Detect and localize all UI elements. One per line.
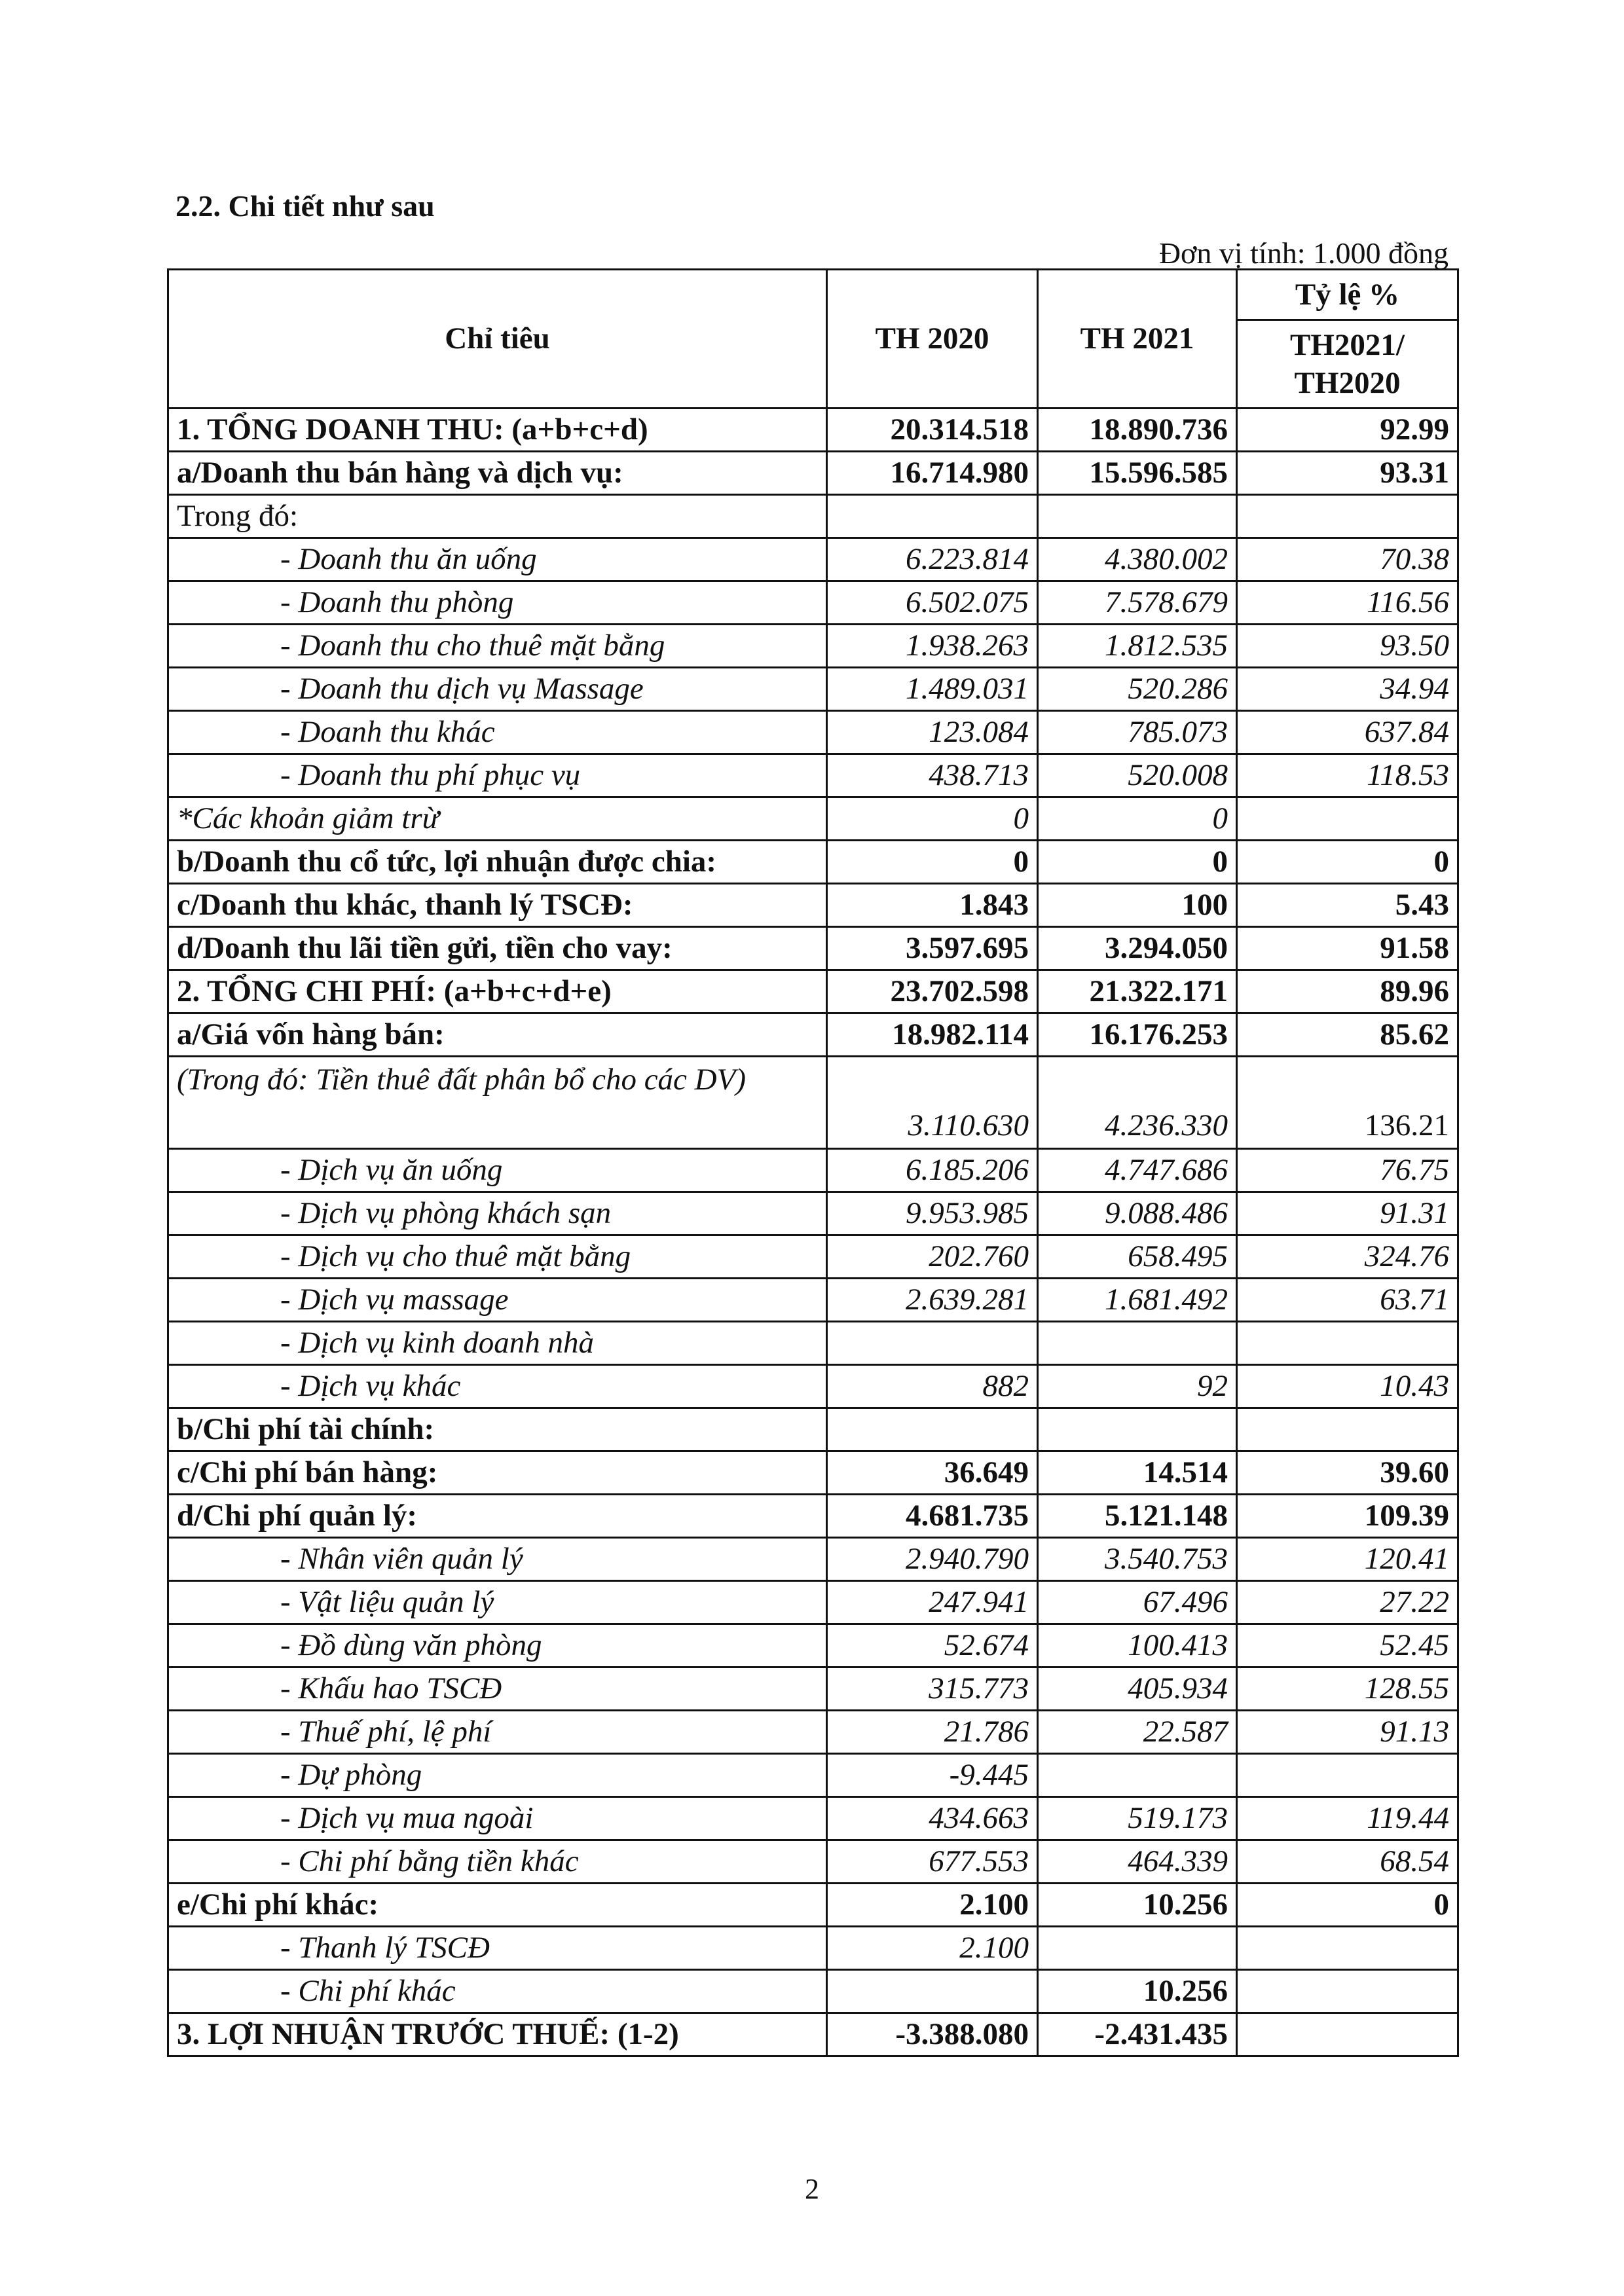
cell-th2020 <box>827 495 1038 538</box>
cell-th2020: 1.938.263 <box>827 625 1038 668</box>
cell-ratio: 10.43 <box>1237 1365 1458 1408</box>
revenue-expense-table <box>167 268 1459 2057</box>
cell-th2021 <box>1038 1408 1237 1451</box>
cell-th2021: 92 <box>1038 1365 1237 1408</box>
row-label: - Đồ dùng văn phòng <box>168 1624 827 1667</box>
cell-th2021: 15.596.585 <box>1038 452 1237 495</box>
table-row <box>168 1408 1458 1451</box>
cell-ratio: 5.43 <box>1237 884 1458 927</box>
cell-th2020: 23.702.598 <box>827 970 1038 1013</box>
cell-th2020: 2.940.790 <box>827 1538 1038 1581</box>
cell-ratio <box>1237 1754 1458 1797</box>
table-row <box>168 1192 1458 1235</box>
cell-th2021: 21.322.171 <box>1038 970 1237 1013</box>
cell-ratio: 91.31 <box>1237 1192 1458 1235</box>
cell-th2020: 6.502.075 <box>827 581 1038 625</box>
cell-th2020 <box>827 1408 1038 1451</box>
cell-th2021: 7.578.679 <box>1038 581 1237 625</box>
row-label: 2. TỔNG CHI PHÍ: (a+b+c+d+e) <box>168 970 827 1013</box>
row-label: - Doanh thu khác <box>168 711 827 754</box>
cell-ratio <box>1237 797 1458 841</box>
row-label: - Doanh thu ăn uống <box>168 538 827 581</box>
cell-ratio: 324.76 <box>1237 1235 1458 1279</box>
cell-th2021: 16.176.253 <box>1038 1013 1237 1057</box>
cell-th2020: 2.100 <box>827 1927 1038 1970</box>
cell-th2020: 2.100 <box>827 1884 1038 1927</box>
cell-th2020 <box>827 1970 1038 2013</box>
row-label: (Trong đó: Tiền thuê đất phân bổ cho các DV) <box>168 1057 827 1149</box>
cell-th2021: 519.173 <box>1038 1797 1237 1840</box>
cell-th2020: 3.597.695 <box>827 927 1038 970</box>
table-row <box>168 970 1458 1013</box>
row-label: - Dịch vụ khác <box>168 1365 827 1408</box>
table-row <box>168 797 1458 841</box>
cell-th2021: 9.088.486 <box>1038 1192 1237 1235</box>
cell-ratio: 0 <box>1237 841 1458 884</box>
row-label: - Vật liệu quản lý <box>168 1581 827 1624</box>
cell-th2021: 0 <box>1038 797 1237 841</box>
cell-th2021: 785.073 <box>1038 711 1237 754</box>
cell-th2020: -3.388.080 <box>827 2013 1038 2056</box>
row-label: - Doanh thu phí phục vụ <box>168 754 827 797</box>
cell-th2020: 247.941 <box>827 1581 1038 1624</box>
row-label: - Dịch vụ kinh doanh nhà <box>168 1322 827 1365</box>
table-row <box>168 1581 1458 1624</box>
cell-th2020: 52.674 <box>827 1624 1038 1667</box>
row-label: c/Doanh thu khác, thanh lý TSCĐ: <box>168 884 827 927</box>
cell-th2021: 18.890.736 <box>1038 409 1237 452</box>
cell-ratio: 118.53 <box>1237 754 1458 797</box>
cell-ratio: 136.21 <box>1237 1057 1458 1149</box>
cell-ratio: 93.31 <box>1237 452 1458 495</box>
row-label: a/Giá vốn hàng bán: <box>168 1013 827 1057</box>
table-row <box>168 2013 1458 2056</box>
table-row <box>168 1538 1458 1581</box>
cell-th2021: 520.286 <box>1038 668 1237 711</box>
table-row <box>168 538 1458 581</box>
row-label: - Dịch vụ ăn uống <box>168 1149 827 1192</box>
table-row <box>168 1365 1458 1408</box>
cell-th2020 <box>827 1322 1038 1365</box>
row-label: d/Chi phí quản lý: <box>168 1495 827 1538</box>
table-row <box>168 1624 1458 1667</box>
cell-th2021: 464.339 <box>1038 1840 1237 1884</box>
cell-th2021: 3.540.753 <box>1038 1538 1237 1581</box>
table-row <box>168 1927 1458 1970</box>
table-row <box>168 841 1458 884</box>
cell-th2020: 1.489.031 <box>827 668 1038 711</box>
header-ratio: TH2021/ TH2020 <box>1237 320 1458 409</box>
cell-th2021: 67.496 <box>1038 1581 1237 1624</box>
row-label: 3. LỢI NHUẬN TRƯỚC THUẾ: (1-2) <box>168 2013 827 2056</box>
cell-th2021 <box>1038 495 1237 538</box>
cell-ratio: 109.39 <box>1237 1495 1458 1538</box>
cell-th2020: 123.084 <box>827 711 1038 754</box>
cell-th2020: 315.773 <box>827 1667 1038 1711</box>
cell-ratio: 63.71 <box>1237 1279 1458 1322</box>
header-indicator: Chỉ tiêu <box>168 270 827 409</box>
cell-th2020: 9.953.985 <box>827 1192 1038 1235</box>
table-row <box>168 1711 1458 1754</box>
cell-th2020: -9.445 <box>827 1754 1038 1797</box>
table-row <box>168 1495 1458 1538</box>
table-row <box>168 1754 1458 1797</box>
cell-th2020: 2.639.281 <box>827 1279 1038 1322</box>
table-row <box>168 625 1458 668</box>
cell-ratio: 52.45 <box>1237 1624 1458 1667</box>
cell-th2020: 6.185.206 <box>827 1149 1038 1192</box>
cell-th2020: 434.663 <box>827 1797 1038 1840</box>
cell-th2021: 22.587 <box>1038 1711 1237 1754</box>
table-body <box>168 409 1458 2056</box>
table-row <box>168 1840 1458 1884</box>
cell-th2021: 100 <box>1038 884 1237 927</box>
cell-ratio: 27.22 <box>1237 1581 1458 1624</box>
table-row <box>168 1884 1458 1927</box>
row-label: - Thuế phí, lệ phí <box>168 1711 827 1754</box>
cell-th2021: 5.121.148 <box>1038 1495 1237 1538</box>
cell-th2021: 4.747.686 <box>1038 1149 1237 1192</box>
section-title: 2.2. Chi tiết như sau <box>175 189 435 223</box>
row-label: - Dịch vụ mua ngoài <box>168 1797 827 1840</box>
row-label: 1. TỔNG DOANH THU: (a+b+c+d) <box>168 409 827 452</box>
cell-th2020: 21.786 <box>827 1711 1038 1754</box>
row-label: - Nhân viên quản lý <box>168 1538 827 1581</box>
cell-ratio <box>1237 495 1458 538</box>
table-row <box>168 1322 1458 1365</box>
table-row <box>168 495 1458 538</box>
table-row <box>168 711 1458 754</box>
row-label: a/Doanh thu bán hàng và dịch vụ: <box>168 452 827 495</box>
row-label: - Dịch vụ massage <box>168 1279 827 1322</box>
row-label: b/Doanh thu cổ tức, lợi nhuận được chia: <box>168 841 827 884</box>
table-row <box>168 1970 1458 2013</box>
cell-th2021: 10.256 <box>1038 1970 1237 2013</box>
table-row <box>168 1149 1458 1192</box>
table-row <box>168 452 1458 495</box>
cell-th2021 <box>1038 1322 1237 1365</box>
cell-th2020: 20.314.518 <box>827 409 1038 452</box>
cell-th2020: 18.982.114 <box>827 1013 1038 1057</box>
cell-th2021: -2.431.435 <box>1038 2013 1237 2056</box>
cell-th2021: 405.934 <box>1038 1667 1237 1711</box>
cell-ratio: 89.96 <box>1237 970 1458 1013</box>
table-row <box>168 1797 1458 1840</box>
row-label: - Doanh thu dịch vụ Massage <box>168 668 827 711</box>
row-label: c/Chi phí bán hàng: <box>168 1451 827 1495</box>
cell-th2021 <box>1038 1927 1237 1970</box>
table-row <box>168 884 1458 927</box>
row-label: - Dự phòng <box>168 1754 827 1797</box>
cell-th2021: 100.413 <box>1038 1624 1237 1667</box>
table-row <box>168 754 1458 797</box>
cell-ratio: 119.44 <box>1237 1797 1458 1840</box>
page-number: 2 <box>805 2173 819 2205</box>
cell-th2020: 6.223.814 <box>827 538 1038 581</box>
cell-ratio: 85.62 <box>1237 1013 1458 1057</box>
cell-th2020: 0 <box>827 841 1038 884</box>
cell-ratio <box>1237 1322 1458 1365</box>
table-row <box>168 1235 1458 1279</box>
table-row <box>168 581 1458 625</box>
table-row <box>168 1013 1458 1057</box>
cell-ratio: 39.60 <box>1237 1451 1458 1495</box>
cell-ratio: 0 <box>1237 1884 1458 1927</box>
row-label: b/Chi phí tài chính: <box>168 1408 827 1451</box>
header-th2021: TH 2021 <box>1038 270 1237 409</box>
cell-ratio: 120.41 <box>1237 1538 1458 1581</box>
row-label: - Chi phí bằng tiền khác <box>168 1840 827 1884</box>
cell-th2020: 202.760 <box>827 1235 1038 1279</box>
table-row <box>168 1057 1458 1149</box>
row-label: - Thanh lý TSCĐ <box>168 1927 827 1970</box>
cell-th2020: 438.713 <box>827 754 1038 797</box>
cell-th2020: 0 <box>827 797 1038 841</box>
unit-note: Đơn vị tính: 1.000 đồng <box>1158 236 1449 270</box>
row-label: - Doanh thu cho thuê mặt bằng <box>168 625 827 668</box>
cell-th2021: 1.812.535 <box>1038 625 1237 668</box>
header-ratio-group: Tỷ lệ % <box>1237 270 1458 320</box>
row-label: *Các khoản giảm trừ <box>168 797 827 841</box>
cell-th2021: 1.681.492 <box>1038 1279 1237 1322</box>
cell-ratio <box>1237 2013 1458 2056</box>
table-row <box>168 409 1458 452</box>
table-row <box>168 1451 1458 1495</box>
cell-th2021: 520.008 <box>1038 754 1237 797</box>
cell-ratio <box>1237 1970 1458 2013</box>
cell-ratio: 637.84 <box>1237 711 1458 754</box>
cell-th2020: 36.649 <box>827 1451 1038 1495</box>
row-label: - Doanh thu phòng <box>168 581 827 625</box>
cell-th2021: 0 <box>1038 841 1237 884</box>
cell-ratio: 91.13 <box>1237 1711 1458 1754</box>
cell-th2020: 4.681.735 <box>827 1495 1038 1538</box>
cell-ratio <box>1237 1927 1458 1970</box>
row-label: - Khấu hao TSCĐ <box>168 1667 827 1711</box>
cell-ratio: 128.55 <box>1237 1667 1458 1711</box>
cell-th2020: 677.553 <box>827 1840 1038 1884</box>
cell-th2021: 14.514 <box>1038 1451 1237 1495</box>
header-th2020: TH 2020 <box>827 270 1038 409</box>
row-label: - Chi phí khác <box>168 1970 827 2013</box>
cell-th2021: 4.236.330 <box>1038 1057 1237 1149</box>
cell-th2020: 3.110.630 <box>827 1057 1038 1149</box>
row-label: d/Doanh thu lãi tiền gửi, tiền cho vay: <box>168 927 827 970</box>
cell-th2020: 1.843 <box>827 884 1038 927</box>
cell-ratio: 93.50 <box>1237 625 1458 668</box>
table-row <box>168 668 1458 711</box>
table-row <box>168 1667 1458 1711</box>
cell-ratio: 68.54 <box>1237 1840 1458 1884</box>
cell-ratio <box>1237 1408 1458 1451</box>
cell-th2020: 882 <box>827 1365 1038 1408</box>
table-row <box>168 927 1458 970</box>
row-label: Trong đó: <box>168 495 827 538</box>
cell-ratio: 92.99 <box>1237 409 1458 452</box>
cell-ratio: 34.94 <box>1237 668 1458 711</box>
cell-ratio: 76.75 <box>1237 1149 1458 1192</box>
row-label: - Dịch vụ phòng khách sạn <box>168 1192 827 1235</box>
cell-ratio: 91.58 <box>1237 927 1458 970</box>
row-label: e/Chi phí khác: <box>168 1884 827 1927</box>
cell-th2021: 4.380.002 <box>1038 538 1237 581</box>
cell-ratio: 70.38 <box>1237 538 1458 581</box>
cell-th2020: 16.714.980 <box>827 452 1038 495</box>
cell-ratio: 116.56 <box>1237 581 1458 625</box>
cell-th2021 <box>1038 1754 1237 1797</box>
table-row <box>168 1279 1458 1322</box>
cell-th2021: 658.495 <box>1038 1235 1237 1279</box>
row-label: - Dịch vụ cho thuê mặt bằng <box>168 1235 827 1279</box>
cell-th2021: 3.294.050 <box>1038 927 1237 970</box>
cell-th2021: 10.256 <box>1038 1884 1237 1927</box>
